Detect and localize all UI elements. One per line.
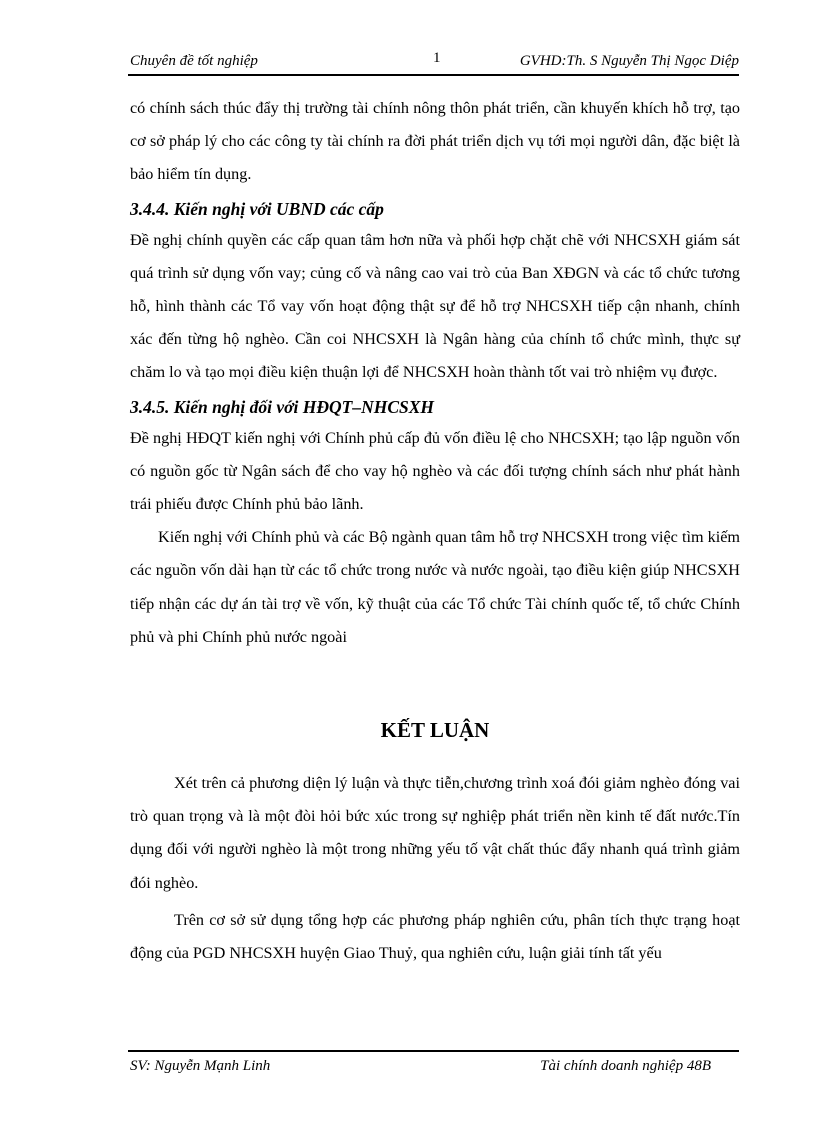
page-body (130, 92, 740, 970)
paragraph-344: Đề nghị chính quyền các cấp quan tâm hơn nữa và phối hợp chặt chẽ với NHCSXH giám sát quá trình sử dụng vốn vay; củng cố và nâng cao vai trò của Ban XĐGN và các tổ chức tương hỗ, hình thành các Tổ vay vốn hoạt động thật sự để hỗ trợ NHCSXH tiếp cận nhanh, chính xác đến từng hộ nghèo. Cần coi NHCSXH là Ngân hàng của chính tổ chức mình, thực sự chăm lo và tạo mọi điều kiện thuận lợi để NHCSXH hoàn thành tốt vai trò nhiệm vụ được. (130, 230, 740, 382)
header-advisor: GVHD:Th. S Nguyễn Thị Ngọc Diệp (519, 53, 739, 69)
section-heading-345: 3.4.5. Kiến nghị đối với HĐQT–NHCSXH (130, 396, 435, 417)
footer-class: Tài chính doanh nghiệp 48B (540, 1058, 711, 1074)
paragraph-345b: Kiến nghị với Chính phủ và các Bộ ngành quan tâm hỗ trợ NHCSXH trong việc tìm kiếm các nguồn vốn dài hạn từ các tổ chức trong nước và nước ngoài, tạo điều kiện giúp NHCSXH tiếp nhận các dự án tài trợ về vốn, kỹ thuật của các Tổ chức Tài chính quốc tế, tổ chức Chính phủ và phi Chính phủ nước ngoài (130, 528, 740, 646)
footer-student: SV: Nguyễn Mạnh Linh (130, 1058, 271, 1074)
section-heading-344: 3.4.4. Kiến nghị với UBND các cấp (130, 198, 384, 219)
conclusion-title: KẾT LUẬN (380, 718, 490, 743)
header-document-title: Chuyên đề tốt nghiệp (130, 53, 258, 69)
page-header (128, 50, 739, 76)
paragraph-intro: có chính sách thúc đẩy thị trường tài chính nông thôn phát triển, cần khuyến khích hỗ trợ, tạo cơ sở pháp lý cho các công ty tài chính ra đời phát triển dịch vụ tới mọi người dân, đặc biệt là bảo hiểm tín dụng. (130, 99, 740, 184)
paragraph-conclusion-2: Trên cơ sở sử dụng tổng hợp các phương pháp nghiên cứu, phân tích thực trạng hoạt động của PGD NHCSXH huyện Giao Thuỷ, qua nghiên cứu, luận giải tính tất yếu (130, 910, 740, 963)
page-number: 1 (433, 50, 441, 66)
paragraph-345a: Đề nghị HĐQT kiến nghị với Chính phủ cấp đủ vốn điều lệ cho NHCSXH; tạo lập nguồn vốn có nguồn gốc từ Ngân sách để cho vay hộ nghèo và các đối tượng chính sách như phát hành trái phiếu được Chính phủ bảo lãnh. (130, 428, 740, 514)
paragraph-conclusion-1: Xét trên cả phương diện lý luận và thực tiễn,chương trình xoá đói giảm nghèo đóng vai trò quan trọng và là một đòi hỏi bức xúc trong sự nghiệp phát triển nền kinh tế đất nước.Tín dụng đối với người nghèo là một trong những yếu tố vật chất thúc đẩy nhanh quá trình giảm đói nghèo. (130, 774, 740, 892)
page-footer (128, 1050, 739, 1082)
